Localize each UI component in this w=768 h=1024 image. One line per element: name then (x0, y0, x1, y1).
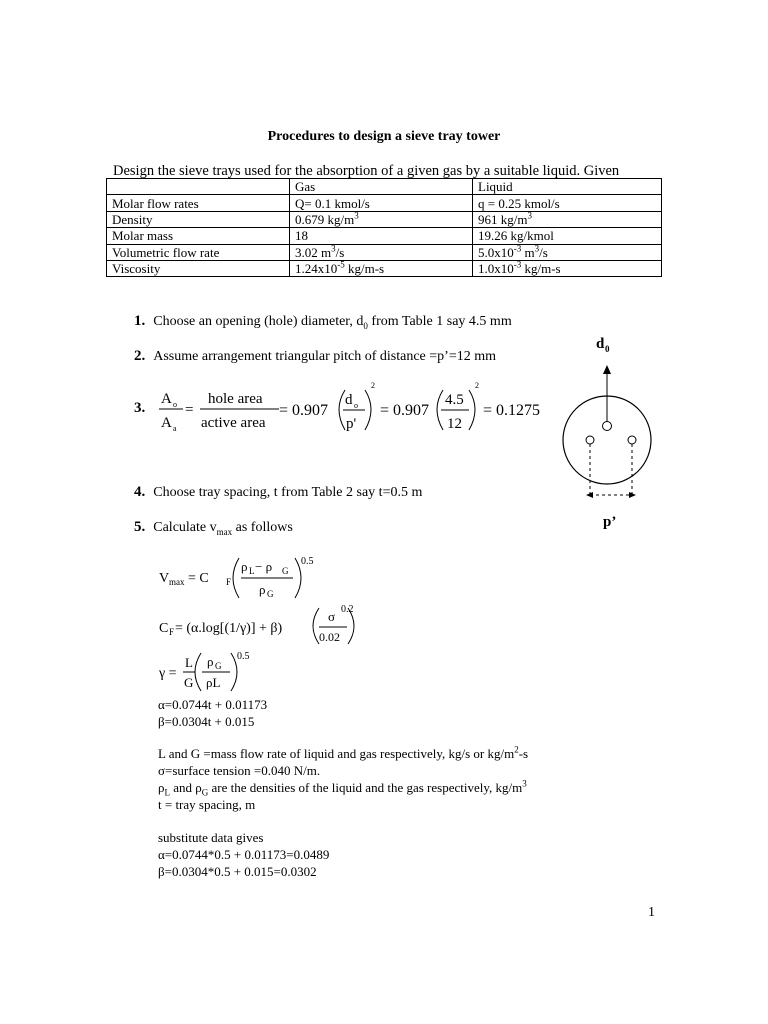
step-text: Choose tray spacing, t from Table 2 say t=0.5 m (153, 485, 423, 500)
table-cell: 18 (290, 228, 473, 244)
eq-hole: hole area (208, 391, 263, 407)
table-row (107, 211, 662, 227)
definition-sup: 3 (522, 778, 527, 789)
eq-ao: A (161, 391, 172, 407)
definition-text: and ρ (170, 780, 202, 795)
table-cell: Density (107, 211, 290, 227)
step-sub: 0 (363, 320, 368, 331)
cf-exp: 0.2 (341, 604, 354, 615)
vmax-num-sub1: L (249, 566, 255, 576)
eq-c2: = 0.907 (380, 402, 430, 419)
eq-sq: 2 (475, 381, 479, 390)
arrow-head (603, 365, 611, 374)
p-label: p’ (603, 514, 617, 530)
vmax-sub: max (169, 577, 185, 587)
vmax-den: ρ (259, 582, 266, 597)
step-text-tail: as follows (232, 520, 293, 535)
gamma-num-sub: G (215, 661, 222, 671)
definition-text: L and G =mass flow rate of liquid and gas respectively, kg/s or kg/m (158, 746, 515, 761)
table-row (107, 260, 662, 276)
table-cell (473, 211, 662, 227)
given-data-table (106, 178, 662, 277)
gamma-l: L (185, 655, 193, 670)
cell-text: /s (539, 244, 548, 260)
eq-active: active area (201, 415, 266, 431)
eq-n2: 12 (447, 416, 462, 432)
definition-sigma: σ=surface tension =0.040 N/m. (158, 763, 321, 778)
table-cell: q = 0.25 kmol/s (473, 195, 662, 211)
vmax-den-sub: G (267, 589, 274, 599)
table-cell (290, 244, 473, 260)
step-4 (134, 484, 422, 501)
definition-sub: G (201, 787, 209, 798)
step-1 (134, 313, 512, 330)
table-header-row (107, 179, 662, 195)
table-cell (290, 260, 473, 276)
eq-d0: d (345, 392, 353, 408)
definition-rho (158, 780, 527, 796)
definition-lg (158, 746, 528, 762)
cf-den: 0.02 (319, 630, 340, 644)
cell-sup: 3 (331, 243, 336, 254)
gamma-den: ρL (206, 675, 221, 690)
hole-circle (586, 436, 594, 444)
substitute-beta: β=0.0304*0.5 + 0.015=0.0302 (158, 864, 317, 879)
cell-sup: -3 (513, 259, 522, 270)
eq-c1: = 0.907 (279, 402, 329, 419)
definition-sup: 2 (514, 744, 519, 755)
vmax-exp: 0.5 (301, 556, 314, 567)
substitute-heading: substitute data gives (158, 830, 264, 845)
step-number: 3. (134, 400, 146, 416)
cell-text: 1.24x10 (295, 261, 338, 277)
table-cell: Molar flow rates (107, 195, 290, 211)
table-cell: Viscosity (107, 260, 290, 276)
eq-result: = 0.1275 (483, 402, 541, 419)
cf-lhs: C (159, 621, 169, 636)
definition-text: -s (518, 746, 529, 761)
paren-right (365, 390, 371, 430)
definition-t: t = tray spacing, m (158, 797, 256, 812)
gamma-num: ρ (207, 654, 214, 669)
cell-text: 3.02 m (295, 244, 332, 260)
definition-text: are the densities of the liquid and the gas respectively, kg/m (208, 780, 523, 795)
vmax-num: ρ (241, 559, 248, 574)
cell-sup: 3 (527, 210, 532, 221)
eq-aa: A (161, 415, 172, 431)
table-header-cell: Gas (290, 179, 473, 195)
intro-text: Design the sieve trays used for the absorption of a given gas by a suitable liquid. Given (113, 163, 620, 179)
table-header-cell: Liquid (473, 179, 662, 195)
step-3 (134, 400, 153, 417)
cf-body: = (α.log[(1/γ)] + β) (175, 621, 283, 636)
substitute-alpha: α=0.0744*0.5 + 0.01173=0.0489 (158, 847, 330, 862)
cell-text: 1.0x10 (478, 261, 514, 277)
table-cell (290, 211, 473, 227)
table-header-cell (107, 179, 290, 195)
vmax-cf-sub: F (226, 577, 232, 587)
step-5 (134, 519, 293, 536)
table-cell: Molar mass (107, 228, 290, 244)
equation-area-ratio (155, 380, 555, 436)
step-text: Calculate v (153, 520, 217, 535)
page-title: Procedures to design a sieve tray tower (267, 129, 501, 144)
step-text-tail: from Table 1 say 4.5 mm (367, 314, 512, 329)
equation-gamma (155, 647, 285, 695)
cell-sup: 3 (354, 210, 359, 221)
hole-circle (603, 422, 612, 431)
cell-text: 961 kg/m (478, 211, 528, 227)
vmax-minus: − ρ (255, 559, 273, 574)
paren-right (469, 390, 475, 430)
eq-aa-sub: a (173, 424, 177, 433)
gamma-exp: 0.5 (237, 651, 250, 662)
page-number: 1 (648, 905, 655, 920)
step-sub: max (216, 526, 233, 537)
cell-sup: -3 (513, 243, 522, 254)
gamma-g: G (184, 675, 194, 690)
beta-formula: β=0.0304t + 0.015 (158, 714, 255, 729)
step-number: 4. (134, 484, 146, 500)
step-number: 5. (134, 519, 146, 535)
cell-text: m (521, 244, 535, 260)
step-text: Assume arrangement triangular pitch of distance =p’=12 mm (153, 349, 496, 364)
vmax-eq: = C (188, 571, 209, 586)
step-text: Choose an opening (hole) diameter, d (153, 314, 364, 329)
eq-ao-sub: o (173, 400, 177, 409)
cell-text: 5.0x10 (478, 244, 514, 260)
vmax-lhs: V (159, 571, 170, 586)
eq-n1: 4.5 (445, 392, 464, 408)
eq-equals: = (185, 402, 194, 418)
cf-num: σ (328, 609, 336, 624)
eq-d0-sub: o (354, 401, 358, 410)
d0-label-sub: 0 (605, 344, 610, 354)
table-cell (473, 260, 662, 276)
cell-text: 0.679 kg/m (295, 211, 355, 227)
equation-cf (155, 602, 375, 648)
gamma-lhs: γ = (159, 666, 177, 681)
hole-circle (628, 436, 636, 444)
cell-text: /s (335, 244, 345, 260)
table-cell: Volumetric flow rate (107, 244, 290, 260)
cell-text: kg/m-s (521, 261, 561, 277)
table-cell (473, 244, 662, 260)
vmax-num-sub2: G (282, 566, 289, 576)
step-number: 1. (134, 313, 146, 329)
definition-sub: L (164, 787, 170, 798)
cf-sub: F (169, 627, 175, 637)
eq-sq: 2 (371, 381, 375, 390)
cell-sup: 3 (534, 243, 540, 254)
alpha-formula: α=0.0744t + 0.01173 (158, 697, 268, 712)
table-cell: 19.26 kg/kmol (473, 228, 662, 244)
paren-left (195, 653, 201, 691)
eq-p: p' (346, 416, 357, 432)
table-row (107, 244, 662, 260)
table-cell: Q= 0.1 kmol/s (290, 195, 473, 211)
equation-vmax (155, 552, 355, 604)
step-number: 2. (134, 348, 146, 364)
definition-text: ρ (158, 780, 165, 795)
d0-label: d (596, 336, 605, 352)
table-row (107, 195, 662, 211)
cell-sup: -5 (337, 259, 345, 270)
hole-pitch-diagram (560, 330, 690, 540)
cell-text: kg/m-s (344, 261, 385, 277)
paren-left (233, 558, 239, 598)
table-row (107, 228, 662, 244)
step-2 (134, 348, 496, 365)
